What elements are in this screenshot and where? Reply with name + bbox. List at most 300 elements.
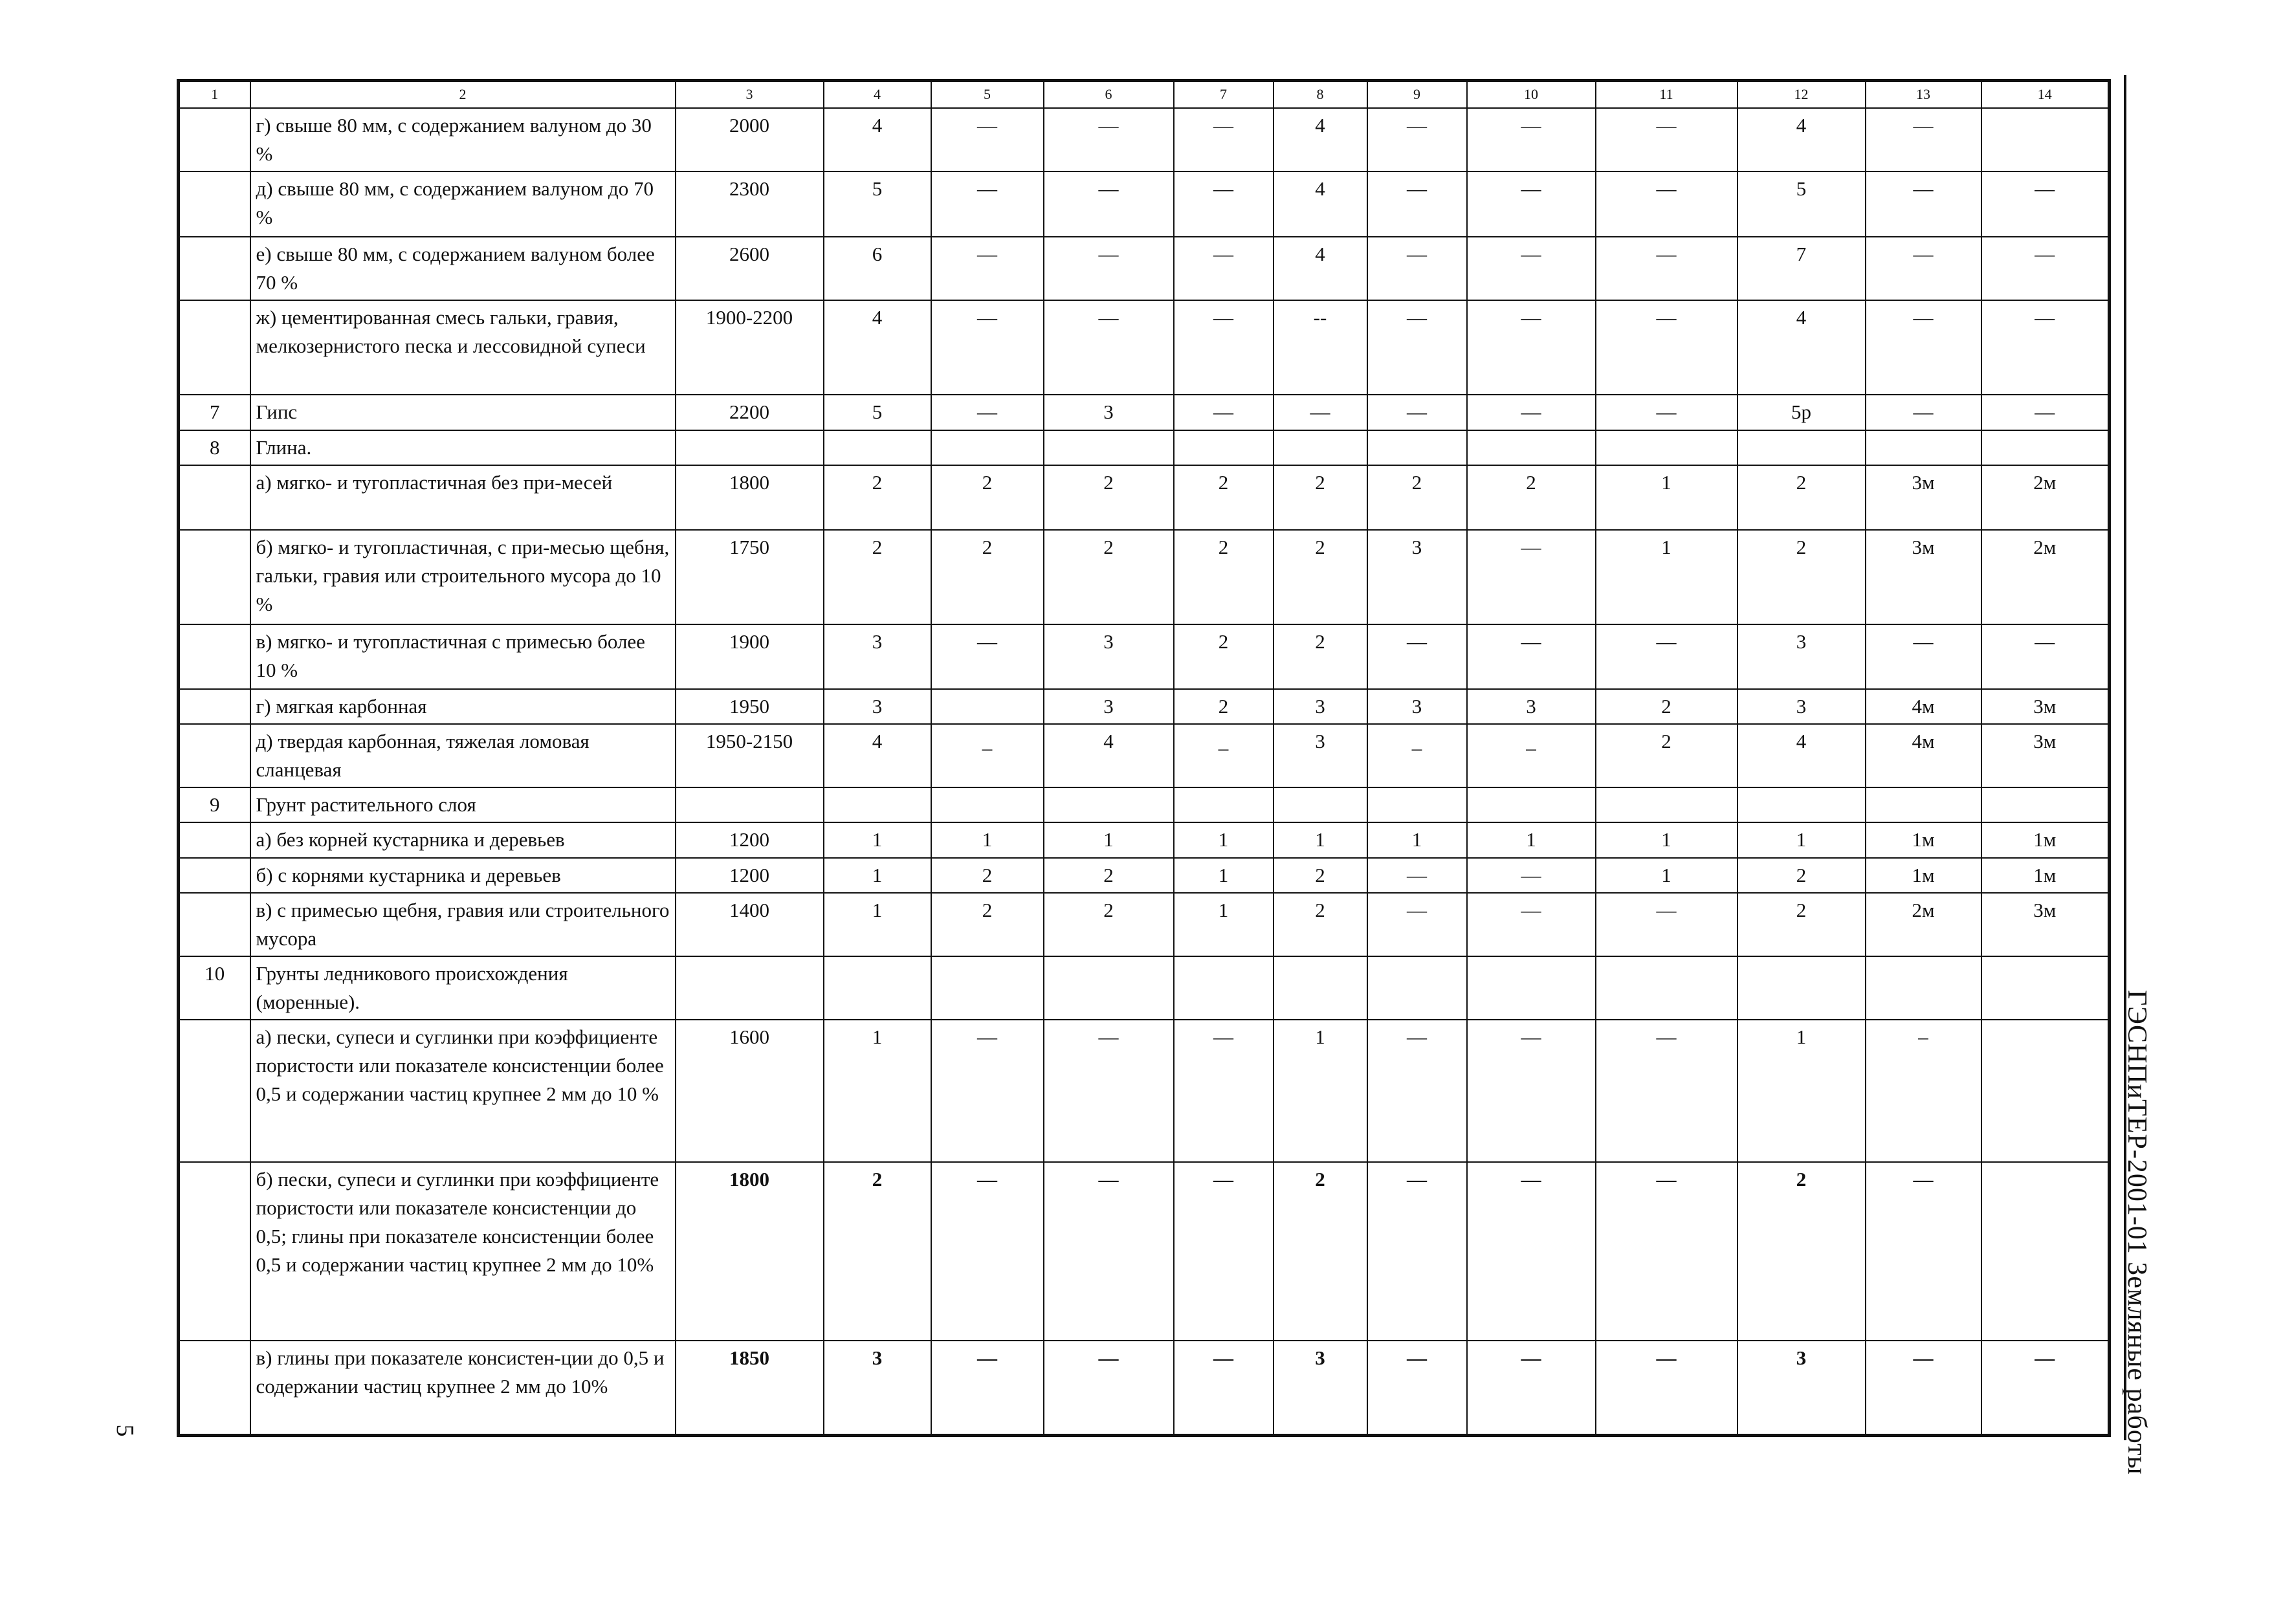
weight-cell bbox=[676, 956, 824, 1020]
value-cell: 4 bbox=[1737, 108, 1866, 171]
weight-cell: 1750 bbox=[676, 530, 824, 624]
value-cell: 3 bbox=[1367, 689, 1467, 724]
value-cell: — bbox=[931, 171, 1044, 237]
value-cell: 2 bbox=[931, 465, 1044, 530]
value-cell bbox=[824, 956, 931, 1020]
header-cell: 9 bbox=[1367, 81, 1467, 108]
value-cell: 4 bbox=[1274, 237, 1367, 300]
value-cell: 4 bbox=[1274, 171, 1367, 237]
value-cell: 1 bbox=[1367, 822, 1467, 857]
value-cell: 2 bbox=[931, 858, 1044, 893]
header-cell: 14 bbox=[1981, 81, 2110, 108]
value-cell bbox=[1866, 956, 1981, 1020]
value-cell: 1 bbox=[1467, 822, 1596, 857]
value-cell: 3 bbox=[1367, 530, 1467, 624]
value-cell: 4 bbox=[1044, 724, 1174, 787]
value-cell: — bbox=[1467, 108, 1596, 171]
value-cell: — bbox=[1467, 237, 1596, 300]
weight-cell: 1950-2150 bbox=[676, 724, 824, 787]
value-cell: — bbox=[931, 237, 1044, 300]
value-cell: 2 bbox=[1596, 689, 1737, 724]
value-cell: 1 bbox=[1174, 893, 1274, 956]
value-cell: 3м bbox=[1866, 465, 1981, 530]
value-cell: — bbox=[931, 108, 1044, 171]
value-cell: _ bbox=[1367, 724, 1467, 787]
value-cell: 3м bbox=[1981, 893, 2110, 956]
table-row bbox=[179, 237, 2110, 300]
header-cell: 13 bbox=[1866, 81, 1981, 108]
value-cell: 3м bbox=[1866, 530, 1981, 624]
value-cell: 4 bbox=[824, 300, 931, 395]
value-cell: — bbox=[1866, 624, 1981, 689]
row-number-cell: 9 bbox=[179, 787, 250, 822]
value-cell: 1 bbox=[1737, 822, 1866, 857]
description-cell: д) твердая карбонная, тяжелая ломовая сланцевая bbox=[250, 724, 676, 787]
value-cell: — bbox=[1866, 237, 1981, 300]
value-cell: — bbox=[1596, 171, 1737, 237]
value-cell: — bbox=[1467, 893, 1596, 956]
table-row bbox=[179, 530, 2110, 624]
value-cell: 1 bbox=[1274, 822, 1367, 857]
table-row bbox=[179, 956, 2110, 1020]
value-cell: 2м bbox=[1866, 893, 1981, 956]
value-cell bbox=[1467, 956, 1596, 1020]
weight-cell: 1850 bbox=[676, 1341, 824, 1435]
value-cell: 2 bbox=[1174, 624, 1274, 689]
row-number-cell bbox=[179, 530, 250, 624]
value-cell: _ bbox=[1174, 724, 1274, 787]
value-cell: 1м bbox=[1981, 858, 2110, 893]
value-cell bbox=[1367, 787, 1467, 822]
value-cell: 2 bbox=[1467, 465, 1596, 530]
value-cell: 1 bbox=[1274, 1020, 1367, 1162]
value-cell: — bbox=[1367, 108, 1467, 171]
value-cell: 3 bbox=[1044, 624, 1174, 689]
value-cell bbox=[1467, 787, 1596, 822]
value-cell: — bbox=[931, 1020, 1044, 1162]
description-cell: д) свыше 80 мм, с содержанием валуном до 70 % bbox=[250, 171, 676, 237]
value-cell bbox=[1596, 956, 1737, 1020]
value-cell: — bbox=[1467, 1162, 1596, 1341]
value-cell bbox=[1596, 430, 1737, 465]
value-cell bbox=[1981, 108, 2110, 171]
value-cell: 1 bbox=[1596, 822, 1737, 857]
value-cell: 4м bbox=[1866, 724, 1981, 787]
value-cell: 2 bbox=[1737, 858, 1866, 893]
value-cell: — bbox=[1981, 171, 2110, 237]
value-cell: — bbox=[1467, 1341, 1596, 1435]
value-cell: — bbox=[1367, 300, 1467, 395]
row-number-cell bbox=[179, 624, 250, 689]
value-cell: — bbox=[931, 624, 1044, 689]
value-cell: — bbox=[931, 1162, 1044, 1341]
value-cell bbox=[1044, 430, 1174, 465]
value-cell: — bbox=[1044, 1341, 1174, 1435]
value-cell: — bbox=[931, 300, 1044, 395]
value-cell: 3 bbox=[1737, 689, 1866, 724]
value-cell: — bbox=[1467, 171, 1596, 237]
value-cell: _ bbox=[931, 724, 1044, 787]
weight-cell bbox=[676, 430, 824, 465]
description-cell: б) мягко- и тугопластичная, с при-месью щебня, гальки, гравия или строительного мусора до 10 % bbox=[250, 530, 676, 624]
value-cell: — bbox=[1174, 171, 1274, 237]
value-cell: — bbox=[1467, 300, 1596, 395]
row-number-cell bbox=[179, 465, 250, 530]
value-cell: 2 bbox=[1274, 893, 1367, 956]
row-number-cell bbox=[179, 108, 250, 171]
description-cell: в) с примесью щебня, гравия или строительного мусора bbox=[250, 893, 676, 956]
value-cell: — bbox=[1044, 1162, 1174, 1341]
description-cell: а) без корней кустарника и деревьев bbox=[250, 822, 676, 857]
value-cell bbox=[1866, 787, 1981, 822]
row-number-cell: 7 bbox=[179, 395, 250, 430]
value-cell: 2 bbox=[1596, 724, 1737, 787]
table-row bbox=[179, 300, 2110, 395]
value-cell bbox=[1044, 787, 1174, 822]
value-cell bbox=[1737, 430, 1866, 465]
weight-cell: 1950 bbox=[676, 689, 824, 724]
description-cell: Глина. bbox=[250, 430, 676, 465]
weight-cell: 1900 bbox=[676, 624, 824, 689]
value-cell: 1м bbox=[1866, 858, 1981, 893]
value-cell: — bbox=[1596, 1020, 1737, 1162]
row-number-cell bbox=[179, 858, 250, 893]
value-cell: — bbox=[1981, 624, 2110, 689]
value-cell: — bbox=[1467, 530, 1596, 624]
value-cell: 1 bbox=[1596, 858, 1737, 893]
value-cell: — bbox=[1044, 237, 1174, 300]
row-number-cell bbox=[179, 171, 250, 237]
value-cell: — bbox=[1596, 395, 1737, 430]
value-cell bbox=[1174, 956, 1274, 1020]
value-cell: 2 bbox=[1274, 858, 1367, 893]
value-cell: 1 bbox=[824, 1020, 931, 1162]
value-cell: 2 bbox=[1737, 893, 1866, 956]
table-row bbox=[179, 171, 2110, 237]
description-cell: г) свыше 80 мм, с содержанием валуном до 30 % bbox=[250, 108, 676, 171]
weight-cell: 2000 bbox=[676, 108, 824, 171]
weight-cell: 2200 bbox=[676, 395, 824, 430]
value-cell: 1 bbox=[1596, 465, 1737, 530]
value-cell: — bbox=[1367, 1341, 1467, 1435]
value-cell: 1 bbox=[931, 822, 1044, 857]
value-cell: — bbox=[1367, 171, 1467, 237]
header-cell: 4 bbox=[824, 81, 931, 108]
value-cell: 3 bbox=[1044, 395, 1174, 430]
header-cell: 12 bbox=[1737, 81, 1866, 108]
value-cell: 1 bbox=[824, 893, 931, 956]
value-cell: — bbox=[1596, 624, 1737, 689]
weight-cell: 1200 bbox=[676, 822, 824, 857]
value-cell: 2 bbox=[1044, 530, 1174, 624]
value-cell: – bbox=[1866, 1020, 1981, 1162]
value-cell: 4 bbox=[1274, 108, 1367, 171]
value-cell: — bbox=[1981, 395, 2110, 430]
header-cell: 2 bbox=[250, 81, 676, 108]
value-cell: 5 bbox=[1737, 171, 1866, 237]
value-cell: — bbox=[1044, 300, 1174, 395]
description-cell: а) мягко- и тугопластичная без при-месей bbox=[250, 465, 676, 530]
weight-cell: 1200 bbox=[676, 858, 824, 893]
value-cell: 4 bbox=[824, 724, 931, 787]
value-cell: — bbox=[931, 395, 1044, 430]
value-cell: — bbox=[1866, 108, 1981, 171]
description-cell: в) мягко- и тугопластичная с примесью более 10 % bbox=[250, 624, 676, 689]
value-cell: 3 bbox=[1274, 1341, 1367, 1435]
row-number-cell bbox=[179, 689, 250, 724]
value-cell: 1 bbox=[1044, 822, 1174, 857]
header-cell: 5 bbox=[931, 81, 1044, 108]
value-cell: 2 bbox=[1737, 1162, 1866, 1341]
row-number-cell bbox=[179, 893, 250, 956]
value-cell: — bbox=[1467, 1020, 1596, 1162]
value-cell: — bbox=[1596, 237, 1737, 300]
table-row bbox=[179, 1341, 2110, 1435]
value-cell bbox=[931, 689, 1044, 724]
header-cell: 6 bbox=[1044, 81, 1174, 108]
table-row bbox=[179, 689, 2110, 724]
description-cell: а) пески, супеси и суглинки при коэффициенте пористости или показателе консистенции более 0,5 и содержании частиц крупнее 2 мм до 10 % bbox=[250, 1020, 676, 1162]
value-cell: — bbox=[1174, 300, 1274, 395]
value-cell: 2 bbox=[1044, 893, 1174, 956]
row-number-cell bbox=[179, 237, 250, 300]
value-cell: 2 bbox=[931, 893, 1044, 956]
value-cell: 1м bbox=[1866, 822, 1981, 857]
description-cell: б) пески, супеси и суглинки при коэффициенте пористости или показателе консистенции до 0,5; глины при показателе консистенции более 0,5 и содержании частиц крупнее 2 мм до 10% bbox=[250, 1162, 676, 1341]
value-cell: — bbox=[1174, 1341, 1274, 1435]
header-cell: 7 bbox=[1174, 81, 1274, 108]
value-cell: — bbox=[1866, 171, 1981, 237]
value-cell: 3 bbox=[1737, 1341, 1866, 1435]
description-cell: б) с корнями кустарника и деревьев bbox=[250, 858, 676, 893]
value-cell: — bbox=[1866, 1341, 1981, 1435]
value-cell bbox=[1981, 430, 2110, 465]
value-cell: — bbox=[1174, 1020, 1274, 1162]
value-cell: 2 bbox=[1174, 530, 1274, 624]
value-cell bbox=[1981, 1162, 2110, 1341]
page-number: 5 bbox=[111, 1424, 138, 1437]
value-cell: 2 bbox=[1274, 1162, 1367, 1341]
weight-cell: 1400 bbox=[676, 893, 824, 956]
description-cell: Грунт растительного слоя bbox=[250, 787, 676, 822]
value-cell: 2 bbox=[1737, 530, 1866, 624]
value-cell: 3 bbox=[1274, 724, 1367, 787]
value-cell: 1м bbox=[1981, 822, 2110, 857]
value-cell: 1 bbox=[824, 822, 931, 857]
value-cell bbox=[1737, 956, 1866, 1020]
row-number-cell bbox=[179, 724, 250, 787]
row-number-cell bbox=[179, 1341, 250, 1435]
value-cell: — bbox=[1274, 395, 1367, 430]
value-cell bbox=[1367, 430, 1467, 465]
weight-cell: 1800 bbox=[676, 1162, 824, 1341]
value-cell: — bbox=[1596, 300, 1737, 395]
value-cell bbox=[1467, 430, 1596, 465]
value-cell: 3м bbox=[1981, 724, 2110, 787]
value-cell: — bbox=[1367, 893, 1467, 956]
row-number-cell: 10 bbox=[179, 956, 250, 1020]
value-cell: — bbox=[1367, 395, 1467, 430]
value-cell: 2 bbox=[1044, 858, 1174, 893]
value-cell: — bbox=[931, 1341, 1044, 1435]
header-cell: 10 bbox=[1467, 81, 1596, 108]
value-cell: 2 bbox=[1737, 465, 1866, 530]
weight-cell bbox=[676, 787, 824, 822]
weight-cell: 1900-2200 bbox=[676, 300, 824, 395]
value-cell: — bbox=[1981, 237, 2110, 300]
value-cell: 4 bbox=[1737, 300, 1866, 395]
value-cell bbox=[931, 787, 1044, 822]
table-row bbox=[179, 724, 2110, 787]
table-row bbox=[179, 893, 2110, 956]
row-number-cell bbox=[179, 822, 250, 857]
value-cell: — bbox=[1174, 108, 1274, 171]
value-cell bbox=[931, 956, 1044, 1020]
value-cell bbox=[1174, 430, 1274, 465]
value-cell: 1 bbox=[1596, 530, 1737, 624]
value-cell: — bbox=[1367, 1020, 1467, 1162]
description-cell: е) свыше 80 мм, с содержанием валуном более 70 % bbox=[250, 237, 676, 300]
table-row bbox=[179, 108, 2110, 171]
soil-table bbox=[177, 79, 2111, 1437]
table-row bbox=[179, 430, 2110, 465]
value-cell: — bbox=[1467, 395, 1596, 430]
value-cell bbox=[824, 787, 931, 822]
value-cell bbox=[1981, 787, 2110, 822]
value-cell bbox=[1274, 787, 1367, 822]
weight-cell: 2600 bbox=[676, 237, 824, 300]
value-cell: 2 bbox=[1044, 465, 1174, 530]
description-cell: г) мягкая карбонная bbox=[250, 689, 676, 724]
value-cell: — bbox=[1367, 1162, 1467, 1341]
value-cell: 1 bbox=[1174, 822, 1274, 857]
header-cell: 3 bbox=[676, 81, 824, 108]
weight-cell: 1600 bbox=[676, 1020, 824, 1162]
table-row bbox=[179, 624, 2110, 689]
value-cell: 3м bbox=[1981, 689, 2110, 724]
description-cell: Грунты ледникового происхождения (моренные). bbox=[250, 956, 676, 1020]
value-cell: 5 bbox=[824, 171, 931, 237]
value-cell: 2 bbox=[1367, 465, 1467, 530]
value-cell: _ bbox=[1467, 724, 1596, 787]
value-cell: 2 bbox=[1274, 530, 1367, 624]
table-row bbox=[179, 395, 2110, 430]
header-cell: 8 bbox=[1274, 81, 1367, 108]
value-cell bbox=[1737, 787, 1866, 822]
value-cell: 3 bbox=[824, 1341, 931, 1435]
side-title: ГЭСНПиТЕР-2001-01 Земляные работы bbox=[2122, 990, 2152, 1475]
value-cell: — bbox=[1467, 624, 1596, 689]
value-cell: — bbox=[1367, 237, 1467, 300]
value-cell: 2 bbox=[1174, 689, 1274, 724]
table-row bbox=[179, 858, 2110, 893]
weight-cell: 1800 bbox=[676, 465, 824, 530]
table-body bbox=[179, 81, 2110, 1436]
value-cell: 2м bbox=[1981, 530, 2110, 624]
value-cell bbox=[931, 430, 1044, 465]
value-cell: — bbox=[1981, 300, 2110, 395]
description-cell: ж) цементированная смесь гальки, гравия, мелкозернистого песка и лессовидной супеси bbox=[250, 300, 676, 395]
value-cell: 3 bbox=[1044, 689, 1174, 724]
value-cell: — bbox=[1044, 1020, 1174, 1162]
table-row bbox=[179, 822, 2110, 857]
weight-cell: 2300 bbox=[676, 171, 824, 237]
table-row bbox=[179, 465, 2110, 530]
value-cell: 4м bbox=[1866, 689, 1981, 724]
value-cell: 1 bbox=[1737, 1020, 1866, 1162]
value-cell: — bbox=[1044, 171, 1174, 237]
value-cell: 2 bbox=[824, 1162, 931, 1341]
value-cell: — bbox=[1596, 1162, 1737, 1341]
value-cell: 2м bbox=[1981, 465, 2110, 530]
value-cell bbox=[824, 430, 931, 465]
row-number-cell: 8 bbox=[179, 430, 250, 465]
value-cell: 3 bbox=[1467, 689, 1596, 724]
row-number-cell bbox=[179, 300, 250, 395]
value-cell: — bbox=[1866, 1162, 1981, 1341]
value-cell bbox=[1367, 956, 1467, 1020]
value-cell: 1 bbox=[1174, 858, 1274, 893]
value-cell: — bbox=[1174, 1162, 1274, 1341]
value-cell: 3 bbox=[1274, 689, 1367, 724]
value-cell bbox=[1596, 787, 1737, 822]
value-cell: 4 bbox=[1737, 724, 1866, 787]
value-cell: 2 bbox=[824, 530, 931, 624]
description-cell: в) глины при показателе консистен-ции до 0,5 и содержании частиц крупнее 2 мм до 10% bbox=[250, 1341, 676, 1435]
value-cell bbox=[1981, 956, 2110, 1020]
description-cell: Гипс bbox=[250, 395, 676, 430]
value-cell: — bbox=[1596, 893, 1737, 956]
value-cell: 3 bbox=[1737, 624, 1866, 689]
value-cell: 7 bbox=[1737, 237, 1866, 300]
value-cell: 2 bbox=[1274, 465, 1367, 530]
value-cell: — bbox=[1981, 1341, 2110, 1435]
value-cell: — bbox=[1866, 300, 1981, 395]
row-number-cell bbox=[179, 1162, 250, 1341]
value-cell: — bbox=[1174, 395, 1274, 430]
table-row bbox=[179, 787, 2110, 822]
value-cell: 5р bbox=[1737, 395, 1866, 430]
value-cell: 2 bbox=[1274, 624, 1367, 689]
header-cell: 11 bbox=[1596, 81, 1737, 108]
table-row bbox=[179, 1162, 2110, 1341]
header-cell: 1 bbox=[179, 81, 250, 108]
value-cell bbox=[1981, 1020, 2110, 1162]
value-cell: 3 bbox=[824, 689, 931, 724]
row-number-cell bbox=[179, 1020, 250, 1162]
value-cell: -- bbox=[1274, 300, 1367, 395]
value-cell bbox=[1174, 787, 1274, 822]
value-cell: 2 bbox=[824, 465, 931, 530]
value-cell: — bbox=[1467, 858, 1596, 893]
value-cell: 2 bbox=[931, 530, 1044, 624]
value-cell: 2 bbox=[1174, 465, 1274, 530]
value-cell: 4 bbox=[824, 108, 931, 171]
value-cell: — bbox=[1367, 624, 1467, 689]
value-cell bbox=[1866, 430, 1981, 465]
value-cell: 3 bbox=[824, 624, 931, 689]
value-cell bbox=[1274, 956, 1367, 1020]
value-cell: 1 bbox=[824, 858, 931, 893]
value-cell: — bbox=[1174, 237, 1274, 300]
table-row bbox=[179, 1020, 2110, 1162]
value-cell: — bbox=[1044, 108, 1174, 171]
value-cell: — bbox=[1866, 395, 1981, 430]
value-cell: — bbox=[1367, 858, 1467, 893]
value-cell bbox=[1274, 430, 1367, 465]
header-row bbox=[179, 81, 2110, 108]
value-cell: 5 bbox=[824, 395, 931, 430]
